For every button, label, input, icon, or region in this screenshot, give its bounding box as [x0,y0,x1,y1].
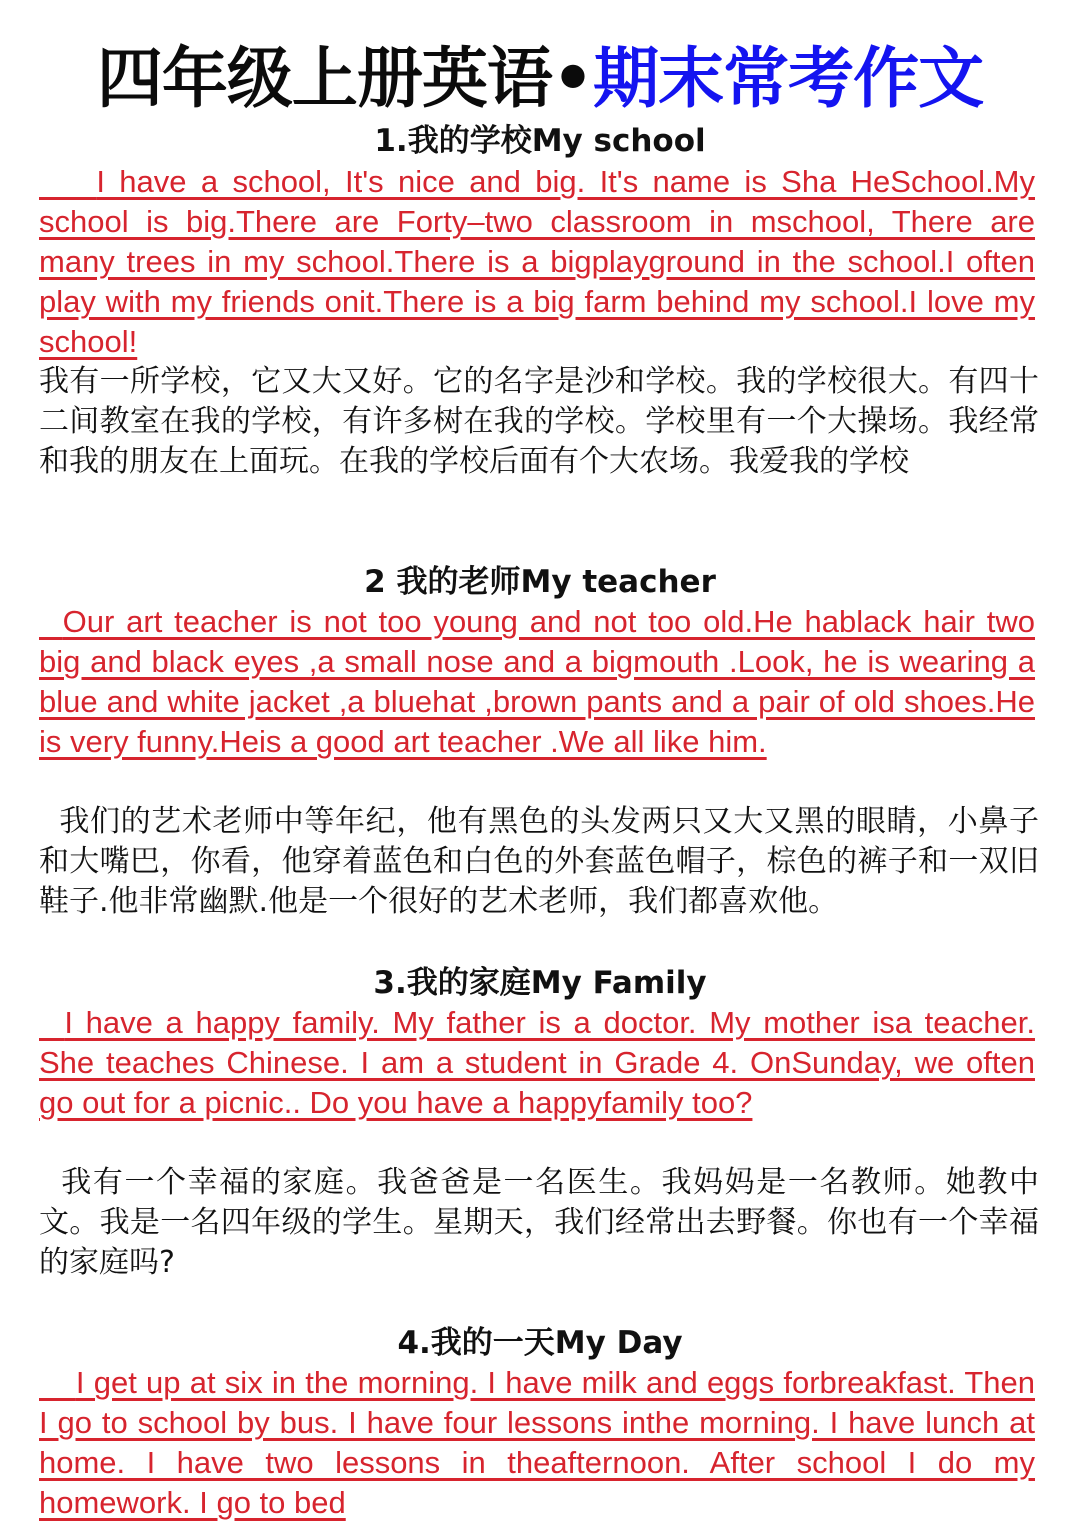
paragraph-indent [39,1365,76,1400]
paragraph-indent [39,1165,61,1200]
section-heading-my-day: 4.我的一天My Day [397,1325,683,1361]
page-title-black-part: 四年级上册英语• [96,40,594,117]
chinese-translation-my-school: 我有一所学校，它又大又好。它的名字是沙和学校。我的学校很大。有四十二间教室在我的学校，有许多树在我的学校。学校里有一个大操场。我经常和我的朋友在上面玩。在我的学校后面有个大农场。我爱我的学校 [39,364,1039,479]
paragraph-indent [39,804,59,839]
english-essay-my-school: I have a school, It's nice and big. It's name is Sha HeSchool.My school is big.There are Forty–two classroom in mschool, There are many trees in my school.There is a bigplayground in the school.I often play with my friends onit.There is a big farm behind my school.I love my school! [39,164,1035,359]
english-essay-my-teacher: Our art teacher is not too young and not too old.He hablack hair two big and black eyes ,a small nose and a bigmouth .Look, he is wearing a blue and white jacket ,a bluehat ,brown pants and a pair of old shoes.He is very funny.Heis a good art teacher .We all like him. [39,604,1035,759]
chinese-translation-my-family: 我有一个幸福的家庭。我爸爸是一名医生。我妈妈是一名教师。她教中文。我是一名四年级的学生。星期天，我们经常出去野餐。你也有一个幸福的家庭吗? [39,1165,1039,1280]
page-title-blue-part: 期末常考作文 [593,40,984,117]
section-heading-my-teacher: 2 我的老师My teacher [364,564,716,600]
english-essay-my-family: I have a happy family. My father is a doctor. My mother isa teacher. She teaches Chinese. I am a student in Grade 4. OnSunday, we often go out for a picnic.. Do you have a happyfamily too? [39,1005,1035,1120]
page-title [0,34,1080,124]
section-heading-my-school: 1.我的学校My school [374,123,706,159]
paragraph-indent [39,604,63,639]
paragraph-indent [39,1005,64,1040]
paragraph-indent [39,164,96,199]
section-heading-my-family: 3.我的家庭My Family [373,965,707,1001]
english-essay-my-day: I get up at six in the morning. I have milk and eggs forbreakfast. Then I go to school by bus. I have four lessons inthe morning. I have lunch at home. I have two lessons in theafternoon. After school I do my homework. I go to bed [39,1365,1035,1520]
chinese-translation-my-teacher: 我们的艺术老师中等年纪，他有黑色的头发两只又大又黑的眼睛，小鼻子和大嘴巴，你看，他穿着蓝色和白色的外套蓝色帽子，棕色的裤子和一双旧鞋子.他非常幽默.他是一个很好的艺术老师，我们都喜欢他。 [39,804,1039,919]
